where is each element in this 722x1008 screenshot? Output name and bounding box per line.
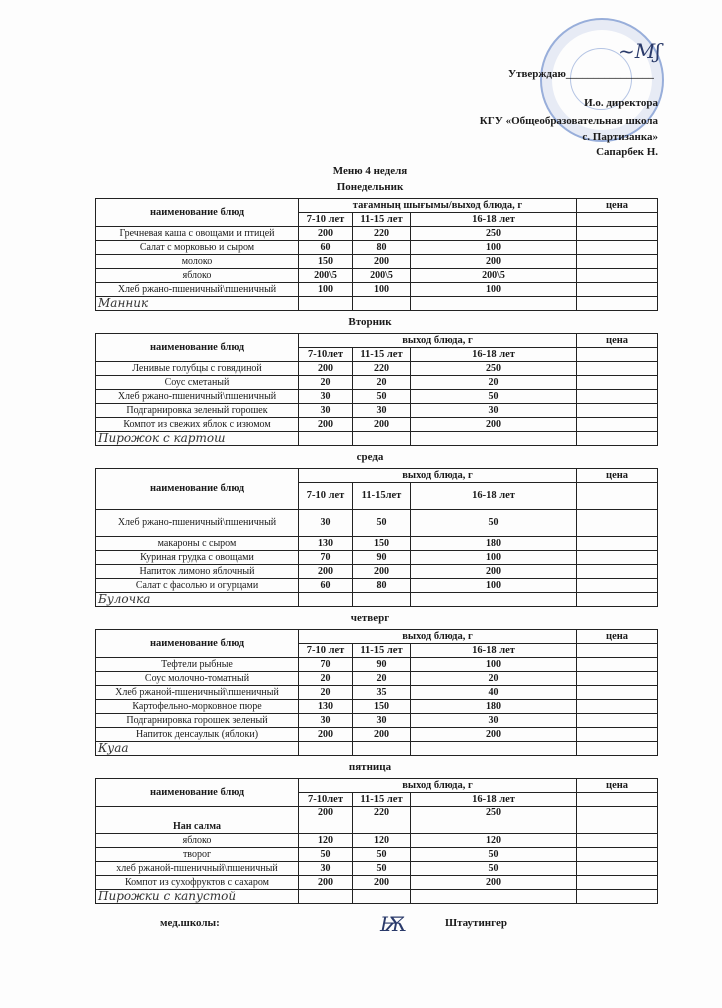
price-cell [577,862,658,876]
age-group: 7-10 лет [299,213,353,227]
yield-value: 200 [299,728,353,742]
dish-name: Соус молочно-томатный [96,672,299,686]
yield-value: 20 [299,686,353,700]
empty-cell [353,742,411,756]
yield-value: 150 [353,537,411,551]
col-dish-name: наименование блюд [96,469,299,510]
yield-value: 30 [411,404,577,418]
handwritten-dish: Пирожок с картош [96,432,299,446]
empty-cell [353,297,411,311]
yield-value: 20 [299,376,353,390]
handwritten-row [96,890,658,904]
menu-table [95,198,658,311]
table-row [96,404,658,418]
age-group: 11-15 лет [353,213,411,227]
table-row [96,714,658,728]
handwritten-dish: Куаа [96,742,299,756]
yield-value: 60 [299,579,353,593]
price-cell [577,213,658,227]
price-cell [577,714,658,728]
price-cell [577,807,658,834]
yield-value: 220 [353,227,411,241]
yield-value: 20 [299,672,353,686]
footer-label: мед.школы: [160,917,220,929]
day-title: среда [356,451,384,463]
dish-name: творог [96,848,299,862]
price-cell [577,551,658,565]
yield-value: 70 [299,658,353,672]
yield-value: 130 [299,700,353,714]
table-row [96,255,658,269]
col-dish-name: наименование блюд [96,779,299,807]
yield-value: 150 [353,700,411,714]
dish-name: Подгарнировка зеленый горошек [96,404,299,418]
dish-name: макароны с сыром [96,537,299,551]
price-cell [577,255,658,269]
yield-value: 250 [411,227,577,241]
price-cell [577,283,658,297]
price-cell [577,579,658,593]
yield-value: 50 [411,390,577,404]
yield-value: 30 [299,404,353,418]
price-cell [577,362,658,376]
yield-value: 200 [353,255,411,269]
handwritten-row [96,593,658,607]
dish-name: Напиток денсаулык (яблоки) [96,728,299,742]
col-yield: выход блюда, г [299,779,577,793]
table-row [96,834,658,848]
dish-name: яблоко [96,834,299,848]
price-cell [577,376,658,390]
yield-value: 100 [299,283,353,297]
header-row [96,469,658,483]
yield-value: 180 [411,700,577,714]
header-row [96,334,658,348]
yield-value: 200 [411,418,577,432]
empty-cell [299,742,353,756]
table-row [96,283,658,297]
table-row [96,686,658,700]
yield-value: 250 [411,807,577,834]
dish-name: Салат с морковью и сыром [96,241,299,255]
empty-cell [577,432,658,446]
header-row [96,630,658,644]
table-row [96,672,658,686]
table-row [96,510,658,537]
table-row [96,876,658,890]
yield-value: 50 [353,848,411,862]
price-cell [577,404,658,418]
dish-name: Тефтели рыбные [96,658,299,672]
table-row [96,565,658,579]
org-line-1: КГУ «Общеобразовательная школа [479,115,658,127]
yield-value: 30 [299,510,353,537]
age-group: 16-18 лет [411,348,577,362]
price-cell [577,483,658,510]
empty-cell [411,432,577,446]
yield-value: 70 [299,551,353,565]
price-cell [577,686,658,700]
handwritten-dish: Манник [96,297,299,311]
dish-name: Гречневая каша с овощами и птицей [96,227,299,241]
empty-cell [577,297,658,311]
yield-value: 200 [353,876,411,890]
yield-value: 50 [411,862,577,876]
header-row [96,779,658,793]
age-group: 7-10лет [299,793,353,807]
price-cell [577,241,658,255]
empty-cell [299,297,353,311]
yield-value: 200 [411,565,577,579]
yield-value: 50 [353,862,411,876]
table-row [96,551,658,565]
price-cell [577,700,658,714]
header-row [96,199,658,213]
dish-name: Куриная грудка с овощами [96,551,299,565]
menu-table [95,333,658,446]
age-group: 7-10 лет [299,483,353,510]
age-group: 11-15лет [353,483,411,510]
yield-value: 150 [299,255,353,269]
menu-table [95,629,658,756]
table-row [96,376,658,390]
nurse-signature: Ѭ [380,912,408,936]
yield-value: 50 [353,390,411,404]
yield-value: 220 [353,362,411,376]
table-row [96,537,658,551]
col-dish-name: наименование блюд [96,334,299,362]
price-cell [577,390,658,404]
price-cell [577,834,658,848]
price-cell [577,348,658,362]
yield-value: 250 [411,362,577,376]
yield-value: 200 [299,876,353,890]
yield-value: 50 [411,510,577,537]
price-cell [577,672,658,686]
yield-value: 35 [353,686,411,700]
col-price: цена [577,630,658,644]
price-cell [577,876,658,890]
table-row [96,418,658,432]
yield-value: 200\5 [353,269,411,283]
yield-value: 200 [299,565,353,579]
empty-cell [299,432,353,446]
yield-value: 100 [411,283,577,297]
yield-value: 200 [299,418,353,432]
yield-value: 200 [353,728,411,742]
yield-value: 200\5 [411,269,577,283]
age-group: 16-18 лет [411,793,577,807]
dish-name: Компот из свежих яблок с изюмом [96,418,299,432]
yield-value: 100 [411,241,577,255]
handwritten-dish: Пирожки с капустой [96,890,299,904]
day-title: Понедельник [336,181,404,193]
table-row [96,807,658,834]
age-group: 11-15 лет [353,644,411,658]
price-cell [577,728,658,742]
age-group: 11-15 лет [353,348,411,362]
yield-value: 20 [353,672,411,686]
yield-value: 30 [353,404,411,418]
price-cell [577,793,658,807]
yield-value: 130 [299,537,353,551]
table-row [96,362,658,376]
menu-table [95,468,658,607]
yield-value: 30 [299,714,353,728]
age-group: 16-18 лет [411,644,577,658]
menu-table [95,778,658,904]
yield-value: 80 [353,579,411,593]
price-cell [577,565,658,579]
yield-value: 50 [299,848,353,862]
document-title: Меню 4 неделя [332,165,408,177]
yield-value: 200 [299,362,353,376]
dish-name: Хлеб ржано-пшеничный\пшеничный [96,510,299,537]
empty-cell [353,890,411,904]
yield-value: 20 [353,376,411,390]
dish-name: молоко [96,255,299,269]
yield-value: 200 [411,876,577,890]
yield-value: 90 [353,551,411,565]
yield-value: 120 [353,834,411,848]
price-cell [577,227,658,241]
handwritten-row [96,742,658,756]
yield-value: 100 [411,551,577,565]
yield-value: 20 [411,672,577,686]
director-name: Сапарбек Н. [596,146,658,158]
yield-value: 30 [299,390,353,404]
table-row [96,241,658,255]
col-price: цена [577,199,658,213]
yield-value: 80 [353,241,411,255]
col-price: цена [577,469,658,483]
yield-value: 120 [411,834,577,848]
table-row [96,269,658,283]
yield-value: 200 [299,807,353,834]
dish-name: Нан салма [96,807,299,834]
price-cell [577,510,658,537]
table-row [96,579,658,593]
empty-cell [411,593,577,607]
col-dish-name: наименование блюд [96,199,299,227]
table-row [96,658,658,672]
price-cell [577,848,658,862]
empty-cell [577,742,658,756]
empty-cell [577,593,658,607]
empty-cell [299,890,353,904]
empty-cell [353,432,411,446]
yield-value: 200 [299,227,353,241]
handwritten-row [96,297,658,311]
yield-value: 200 [353,565,411,579]
price-cell [577,537,658,551]
empty-cell [411,890,577,904]
yield-value: 120 [299,834,353,848]
dish-name: Ленивые голубцы с говядиной [96,362,299,376]
dish-name: Салат с фасолью и огурцами [96,579,299,593]
yield-value: 90 [353,658,411,672]
yield-value: 30 [411,714,577,728]
table-row [96,700,658,714]
yield-value: 30 [353,714,411,728]
approve-label: Утверждаю________________ [508,68,654,80]
dish-name: Напиток лимоно яблочный [96,565,299,579]
dish-name: хлеб ржаной-пшеничный\пшеничный [96,862,299,876]
yield-value: 50 [353,510,411,537]
table-row [96,728,658,742]
age-group: 16-18 лет [411,483,577,510]
empty-cell [411,297,577,311]
day-title: четверг [350,612,390,624]
day-title: пятница [348,761,392,773]
col-dish-name: наименование блюд [96,630,299,658]
col-yield: тағамның шығымы/выход блюда, г [299,199,577,213]
price-cell [577,418,658,432]
dish-name: Хлеб ржаной-пшеничный\пшеничный [96,686,299,700]
director-position: И.о. директора [584,97,658,109]
empty-cell [411,742,577,756]
dish-name: яблоко [96,269,299,283]
yield-value: 200\5 [299,269,353,283]
yield-value: 50 [411,848,577,862]
yield-value: 100 [353,283,411,297]
yield-value: 60 [299,241,353,255]
table-row [96,227,658,241]
empty-cell [577,890,658,904]
yield-value: 200 [353,418,411,432]
dish-name: Подгарнировка горошек зеленый [96,714,299,728]
yield-value: 40 [411,686,577,700]
col-yield: выход блюда, г [299,469,577,483]
dish-name: Соус сметаный [96,376,299,390]
col-yield: выход блюда, г [299,334,577,348]
age-group: 7-10лет [299,348,353,362]
col-price: цена [577,779,658,793]
price-cell [577,658,658,672]
org-line-2: с. Партизанка» [582,131,658,143]
price-cell [577,644,658,658]
dish-name: Хлеб ржано-пшеничный\пшеничный [96,390,299,404]
day-title: Вторник [348,316,392,328]
yield-value: 220 [353,807,411,834]
table-row [96,862,658,876]
yield-value: 100 [411,579,577,593]
age-group: 16-18 лет [411,213,577,227]
col-price: цена [577,334,658,348]
yield-value: 180 [411,537,577,551]
yield-value: 20 [411,376,577,390]
table-row [96,848,658,862]
col-yield: выход блюда, г [299,630,577,644]
yield-value: 200 [411,728,577,742]
price-cell [577,269,658,283]
yield-value: 100 [411,658,577,672]
dish-name: Картофельно-морковное пюре [96,700,299,714]
dish-name: Хлеб ржано-пшеничный\пшеничный [96,283,299,297]
handwritten-dish: Булочка [96,593,299,607]
empty-cell [353,593,411,607]
yield-value: 30 [299,862,353,876]
director-signature: ~Mʃ [618,39,661,63]
handwritten-row [96,432,658,446]
age-group: 11-15 лет [353,793,411,807]
footer-name: Штаутингер [445,917,507,929]
empty-cell [299,593,353,607]
yield-value: 200 [411,255,577,269]
table-row [96,390,658,404]
dish-name: Компот из сухофруктов с сахаром [96,876,299,890]
age-group: 7-10 лет [299,644,353,658]
